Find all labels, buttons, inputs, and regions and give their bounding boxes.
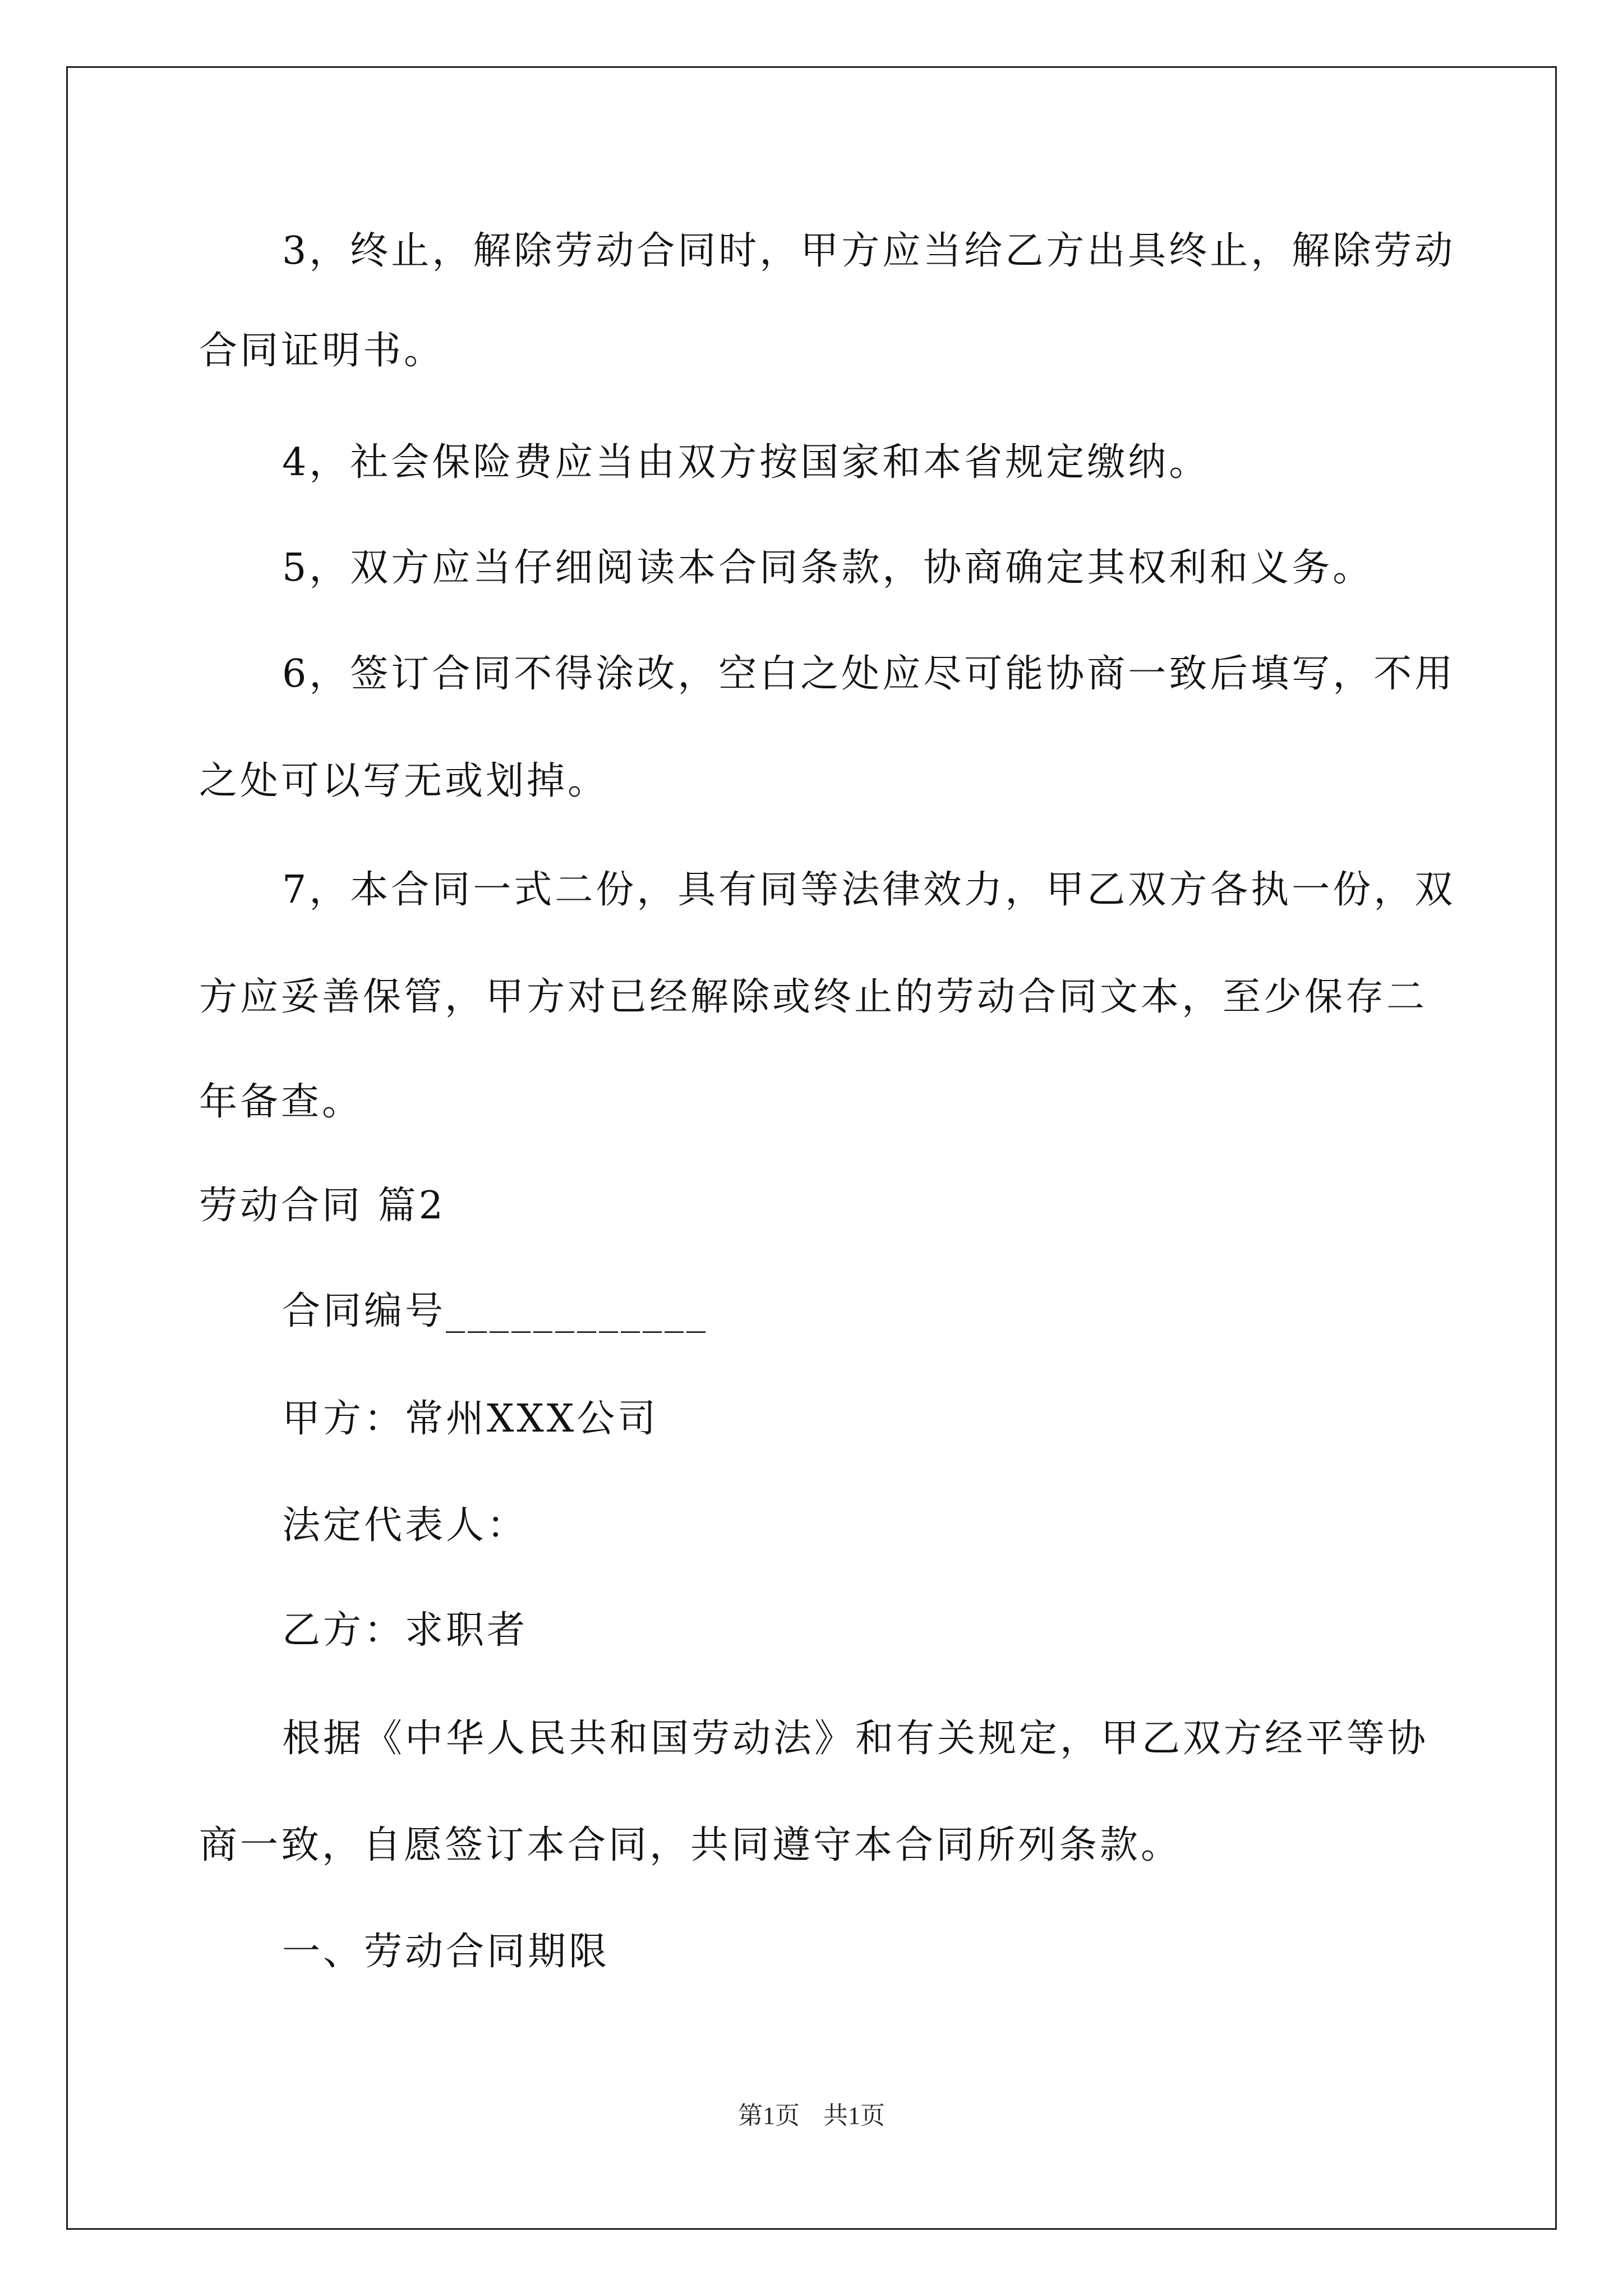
preamble-line-2: 商一致，自愿签订本合同，共同遵守本合同所列条款。 (199, 1823, 1182, 1867)
legal-representative: 法定代表人： (282, 1503, 528, 1548)
paragraph-6-line-2: 之处可以写无或划掉。 (199, 759, 609, 803)
contract-number: 合同编号____________ (282, 1289, 709, 1333)
page-border (66, 66, 1557, 2230)
clause-1-heading: 一、劳动合同期限 (282, 1930, 610, 1974)
page-number-total: 共1页 (823, 2102, 885, 2129)
paragraph-6-line-1: 6，签订合同不得涂改，空白之处应尽可能协商一致后填写，不用 (282, 652, 1456, 696)
paragraph-7-line-2: 方应妥善保管，甲方对已经解除或终止的劳动合同文本，至少保存二 (199, 975, 1428, 1019)
page-footer (0, 2099, 1623, 2133)
paragraph-3-line-1: 3，终止，解除劳动合同时，甲方应当给乙方出具终止，解除劳动 (282, 229, 1456, 273)
paragraph-3-line-2: 合同证明书。 (199, 329, 445, 373)
party-a: 甲方：常州XXX公司 (282, 1397, 659, 1441)
section-heading: 劳动合同 篇2 (199, 1184, 446, 1228)
paragraph-5: 5，双方应当仔细阅读本合同条款，协商确定其权利和义务。 (282, 546, 1374, 590)
page-number-current: 第1页 (738, 2102, 800, 2129)
paragraph-7-line-3: 年备查。 (199, 1080, 363, 1124)
party-b: 乙方：求职者 (282, 1608, 528, 1653)
paragraph-7-line-1: 7，本合同一式二份，具有同等法律效力，甲乙双方各执一份，双 (282, 868, 1456, 912)
preamble-line-1: 根据《中华人民共和国劳动法》和有关规定，甲乙双方经平等协 (282, 1717, 1429, 1761)
paragraph-4: 4，社会保险费应当由双方按国家和本省规定缴纳。 (282, 440, 1210, 485)
